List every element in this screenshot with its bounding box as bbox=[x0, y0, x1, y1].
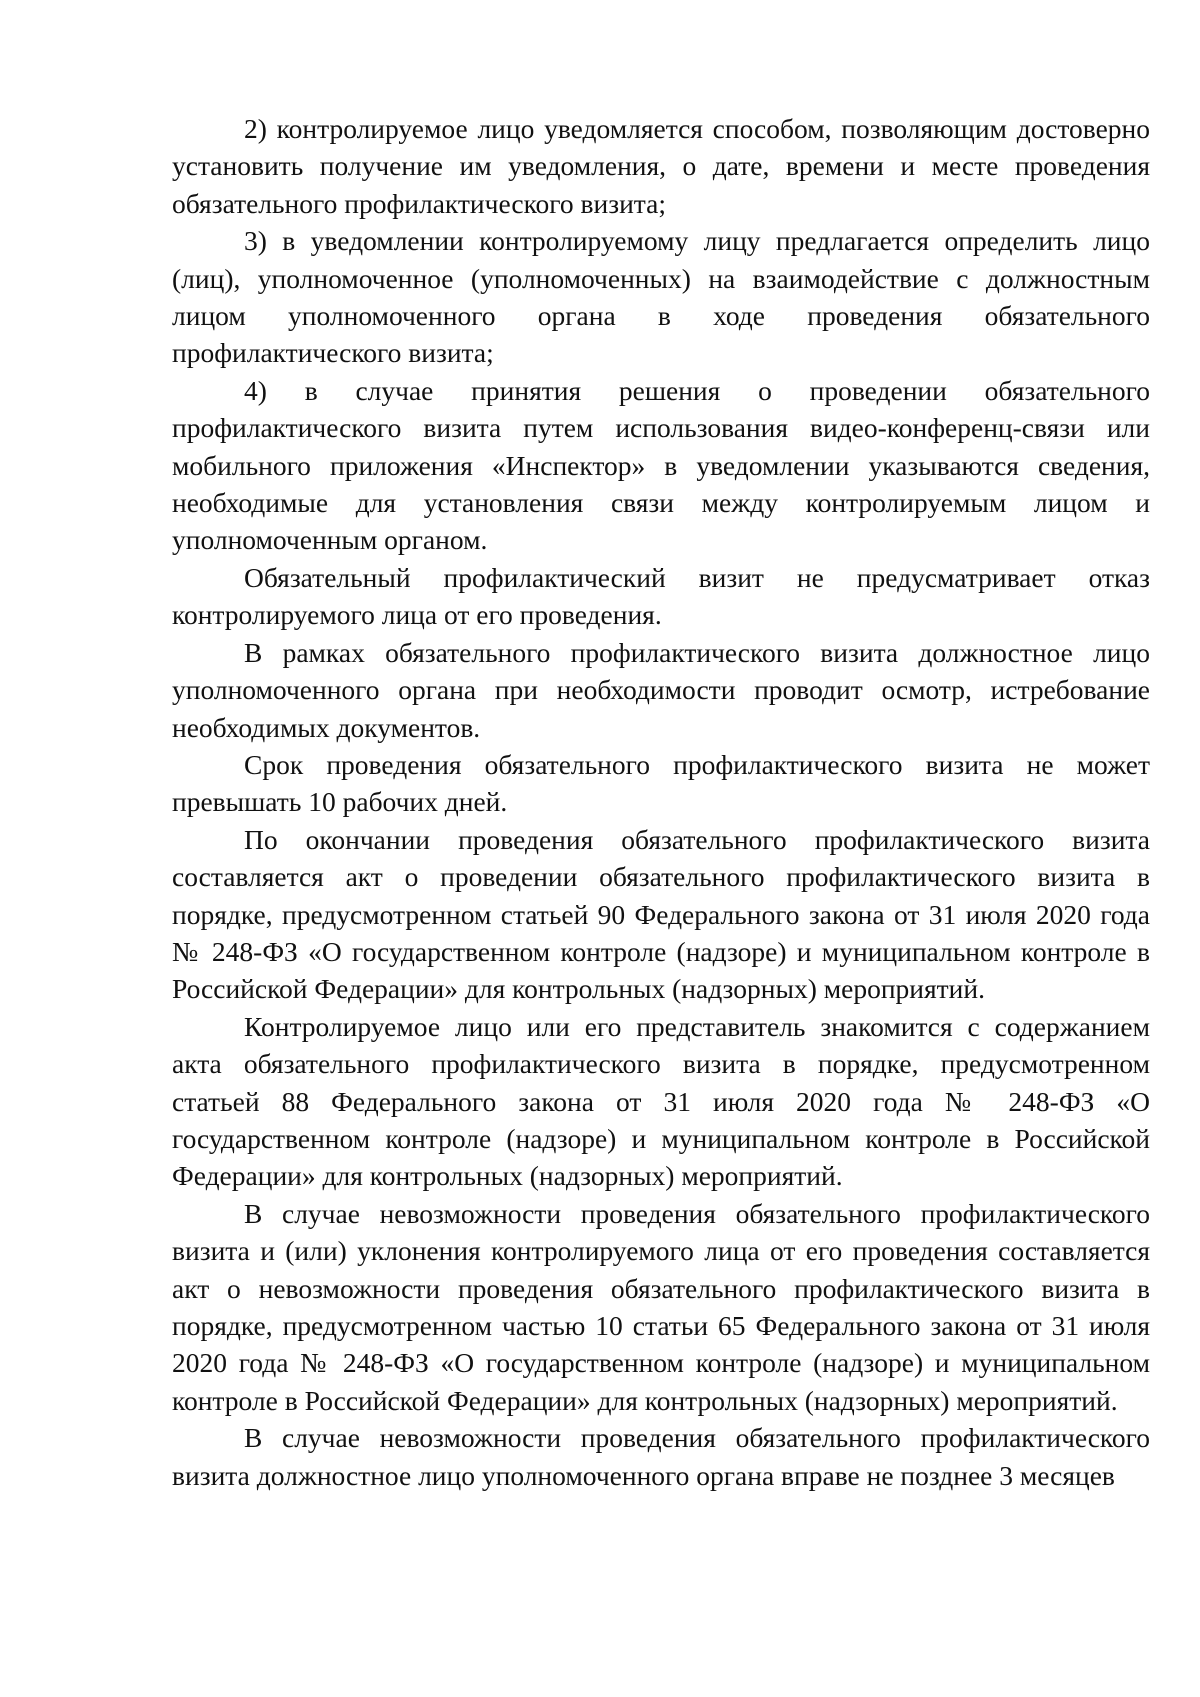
document-page bbox=[172, 110, 1150, 1494]
paragraph-item-2-notification-method: 2) контролируемое лицо уведомляется способом, позволяющим достоверно установить получение им уведомления, о дате, времени и месте проведения обязательного профилактического визита; bbox=[172, 113, 1150, 219]
paragraph-item-3-representative: 3) в уведомлении контролируемому лицу предлагается определить лицо (лиц), уполномоченное (уполномоченных) на взаимодействие с должностным лицом уполномоченного органа в ходе проведения обязательного профилактического визита; bbox=[172, 225, 1150, 369]
paragraph-impossibility-repeat: В случае невозможности проведения обязательного профилактического визита должностное лицо уполномоченного органа вправе не позднее 3 месяцев bbox=[172, 1422, 1150, 1491]
paragraph-no-refusal: Обязательный профилактический визит не предусматривает отказ контролируемого лица от его проведения. bbox=[172, 561, 1150, 631]
paragraph-impossibility-act: В случае невозможности проведения обязательного профилактического визита и (или) уклонения контролируемого лица от его проведения составляется акт о невозможности проведения обязательного профилактического визита в порядке, предусмотренном частью 10 статьи 65 Федерального закона от 31 июля 2020 года № 248-ФЗ «О государственном контроле (надзоре) и муниципальном контроле в Российской Федерации» для контрольных (надзорных) мероприятий. bbox=[172, 1197, 1150, 1416]
paragraph-visit-duration: Срок проведения обязательного профилактического визита не может превышать 10 рабочих дней. bbox=[172, 748, 1150, 818]
paragraph-item-4-video-conference: 4) в случае принятия решения о проведении обязательного профилактического визита путем использования видео-конференц-связи или мобильного приложения «Инспектор» в уведомлении указываются сведения, необходимые для установления связи между контролируемым лицом и уполномоченным органом. bbox=[172, 374, 1150, 556]
paragraph-visit-act: По окончании проведения обязательного профилактического визита составляется акт о проведении обязательного профилактического визита в порядке, предусмотренном статьей 90 Федерального закона от 31 июля 2020 года № 248-ФЗ «О государственном контроле (надзоре) и муниципальном контроле в Российской Федерации» для контрольных (надзорных) мероприятий. bbox=[172, 823, 1150, 1005]
paragraph-inspection-scope: В рамках обязательного профилактического визита должностное лицо уполномоченного органа при необходимости проводит осмотр, истребование необходимых документов. bbox=[172, 636, 1150, 743]
paragraph-act-familiarization: Контролируемое лицо или его представитель знакомится с содержанием акта обязательного профилактического визита в порядке, предусмотренном статьей 88 Федерального закона от 31 июля 2020 года № 248-ФЗ «О государственном контроле (надзоре) и муниципальном контроле в Российской Федерации» для контрольных (надзорных) мероприятий. bbox=[172, 1010, 1150, 1192]
